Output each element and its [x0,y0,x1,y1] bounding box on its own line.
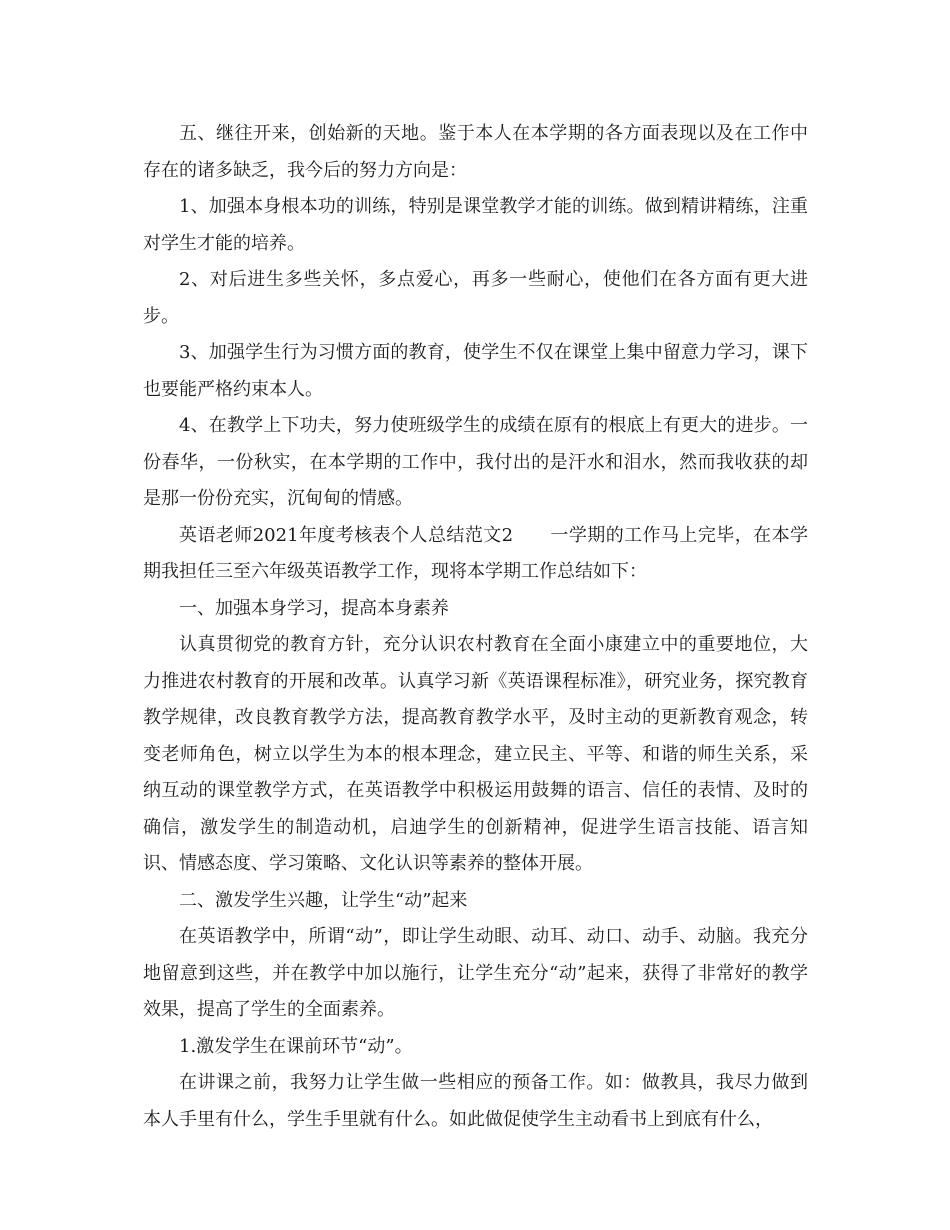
document-page [143,116,808,1138]
paragraph-6: 英语老师2021年度考核表个人总结范文2 一学期的工作马上完毕，在本学期我担任三至六年级英语教学工作，现将本学期工作总结如下： [143,524,808,582]
section-heading-2: 二、激发学生兴趣，让学生“动”起来 [179,889,468,911]
section-heading-1: 一、加强本身学习，提高本身素养 [179,597,449,619]
paragraph-2: 1、加强本身根本功的训练，特别是课堂教学才能的训练。做到精讲精练，注重对学生才能的培养。 [143,196,808,254]
subsection-heading-1: 1.激发学生在课前环节“动”。 [179,1035,413,1057]
paragraph-5: 4、在教学上下功夫，努力使班级学生的成绩在原有的根底上有更大的进步。一份春华，一份秋实，在本学期的工作中，我付出的是汗水和泪水，然而我收获的却是那一份份充实，沉甸甸的情感。 [143,415,808,509]
paragraph-9: 在讲课之前，我努力让学生做一些相应的预备工作。如：做教具，我尽力做到本人手里有什么，学生手里就有什么。如此做促使学生主动看书上到底有什么， [143,1072,808,1130]
paragraph-8: 在英语教学中，所谓“动”，即让学生动眼、动耳、动口、动手、动脑。我充分地留意到这些，并在教学中加以施行，让学生充分“动”起来，获得了非常好的教学效果，提高了学生的全面素养。 [143,926,808,1020]
paragraph-4: 3、加强学生行为习惯方面的教育，使学生不仅在课堂上集中留意力学习，课下也要能严格约束本人。 [143,342,808,400]
paragraph-3: 2、对后进生多些关怀，多点爱心，再多一些耐心，使他们在各方面有更大进步。 [143,269,808,327]
paragraph-1: 五、继往开来，创始新的天地。鉴于本人在本学期的各方面表现以及在工作中存在的诸多缺乏，我今后的努力方向是： [143,123,808,181]
paragraph-7: 认真贯彻党的教育方针，充分认识农村教育在全面小康建立中的重要地位，大力推进农村教育的开展和改革。认真学习新《英语课程标准》，研究业务，探究教育教学规律，改良教育教学方法，提高教育教学水平，及时主动的更新教育观念，转变老师角色，树立以学生为本的根本理念，建立民主、平等、和谐的师生关系，采纳互动的课堂教学方式，在英语教学中积极运用鼓舞的语言、信任的表情、及时的确信，激发学生的制造动机，启迪学生的创新精神，促进学生语言技能、语言知识、情感态度、学习策略、文化认识等素养的整体开展。 [143,634,808,874]
